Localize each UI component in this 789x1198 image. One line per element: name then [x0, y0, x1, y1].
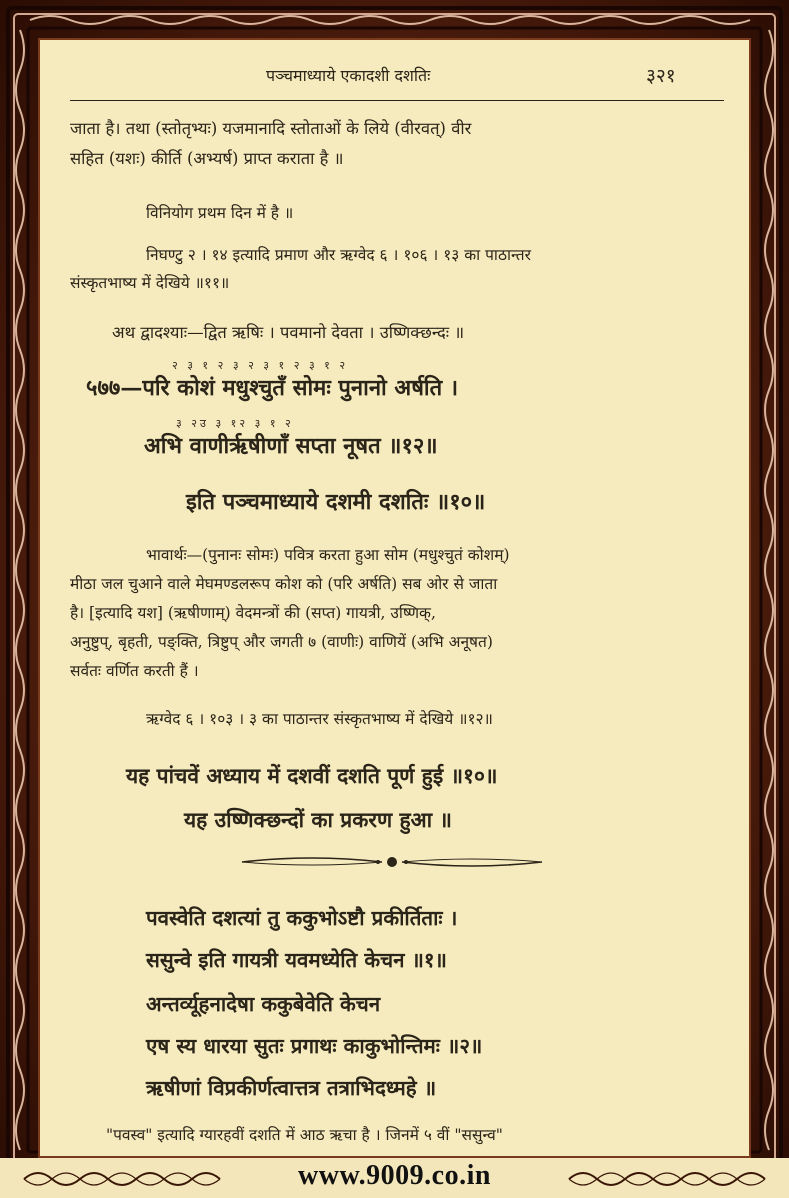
nighantu-note: निघण्टु २ । १४ इत्यादि प्रमाण और ऋग्वेद ६ । १०६ । १३ का पाठान्तर [146, 246, 531, 264]
viniyoga-note: विनियोग प्रथम दिन में है ॥ [146, 204, 294, 222]
svara-marks-line2: ३ २उ ३ १२ ३ १ २ [176, 417, 294, 430]
bhavartha-line: भावार्थः—(पुनानः सोमः) पवित्र करता हुआ सोम (मधुश्चुतं कोशम्) [146, 546, 510, 564]
closing-line1: यह पांचवें अध्याय में दशवीं दशति पूर्ण हुई ॥१०॥ [126, 763, 498, 788]
sloka-line5: ऋषीणां विप्रकीर्णत्वात्तत्र तत्राभिदध्महे ॥ [146, 1076, 437, 1100]
mantra-line1: ५७७—परि कोशं मधुश्चुतँ सोमः पुनानो अर्षति । [86, 375, 459, 401]
colophon: इति पञ्चमाध्याये दशमी दशतिः ॥१०॥ [186, 489, 486, 515]
bhavartha-line: अनुष्टुप्, बृहती, पङ्क्ति, त्रिष्टुप् और जगती ७ (वाणीः) वाणियें (अभि अनूषत) [70, 633, 493, 651]
rigveda-reference: ऋग्वेद ६ । १०३ । ३ का पाठान्तर संस्कृतभाष्य में देखिये ॥१२॥ [146, 710, 493, 728]
svara-marks-line1: २ ३ १ २ ३ २ ३ १ २ ३ १ २ [172, 359, 349, 372]
bhavartha-line: सर्वतः वर्णित करती हैं । [70, 662, 199, 680]
mantra-line2: अभि वाणीर्ऋषीणाँ सप्ता नूषत ॥१२॥ [144, 433, 438, 459]
header-rule [70, 100, 724, 101]
sloka-line3: अन्तर्व्यूहनादेषा ककुबेवेति केचन [146, 992, 381, 1016]
sloka-line2: ससुन्वे इति गायत्री यवमध्येति केचन ॥१॥ [146, 948, 447, 972]
sloka-line1: पवस्वेति दशत्यां तु ककुभोऽष्टौ प्रकीर्तिताः । [146, 906, 458, 930]
footnote: "पवस्व" इत्यादि ग्यारहवीं दशति में आठ ऋचा है । जिनमें ५ वीं "ससुन्व" [106, 1126, 503, 1144]
paragraph-line: जाता है। तथा (स्तोतृभ्यः) यजमानादि स्तोताओं के लिये (वीरवत्) वीर [70, 119, 472, 138]
running-title: पञ्चमाध्याये एकादशी दशतिः [266, 66, 431, 85]
page-number: ३२१ [646, 65, 676, 87]
atha-line: अथ द्वादश्याः—द्वित ऋषिः । पवमानो देवता । उष्णिक्छन्दः ॥ [112, 323, 465, 342]
closing-line2: यह उष्णिक्छन्दों का प्रकरण हुआ ॥ [184, 807, 452, 832]
website-watermark: www.9009.co.in [298, 1160, 491, 1191]
book-page [38, 38, 751, 1158]
sloka-line4: एष स्य धारया सुतः प्रगाथः काकुभोन्तिमः ॥२॥ [146, 1034, 483, 1058]
bhavartha-line: है। [इत्यादि यश] (ऋषीणाम्) वेदमन्त्रों की (सप्त) गायत्री, उष्णिक्, [70, 604, 436, 622]
bhavartha-line: मीठा जल चुआने वाले मेघमण्डलरूप कोश को (परि अर्षति) सब ओर से जाता [70, 575, 498, 593]
ornamental-divider [232, 850, 552, 874]
nighantu-note-continued: संस्कृतभाष्य में देखिये ॥११॥ [70, 274, 230, 292]
paragraph-line: सहित (यशः) कीर्ति (अभ्यर्ष) प्राप्त कराता है ॥ [70, 149, 344, 168]
